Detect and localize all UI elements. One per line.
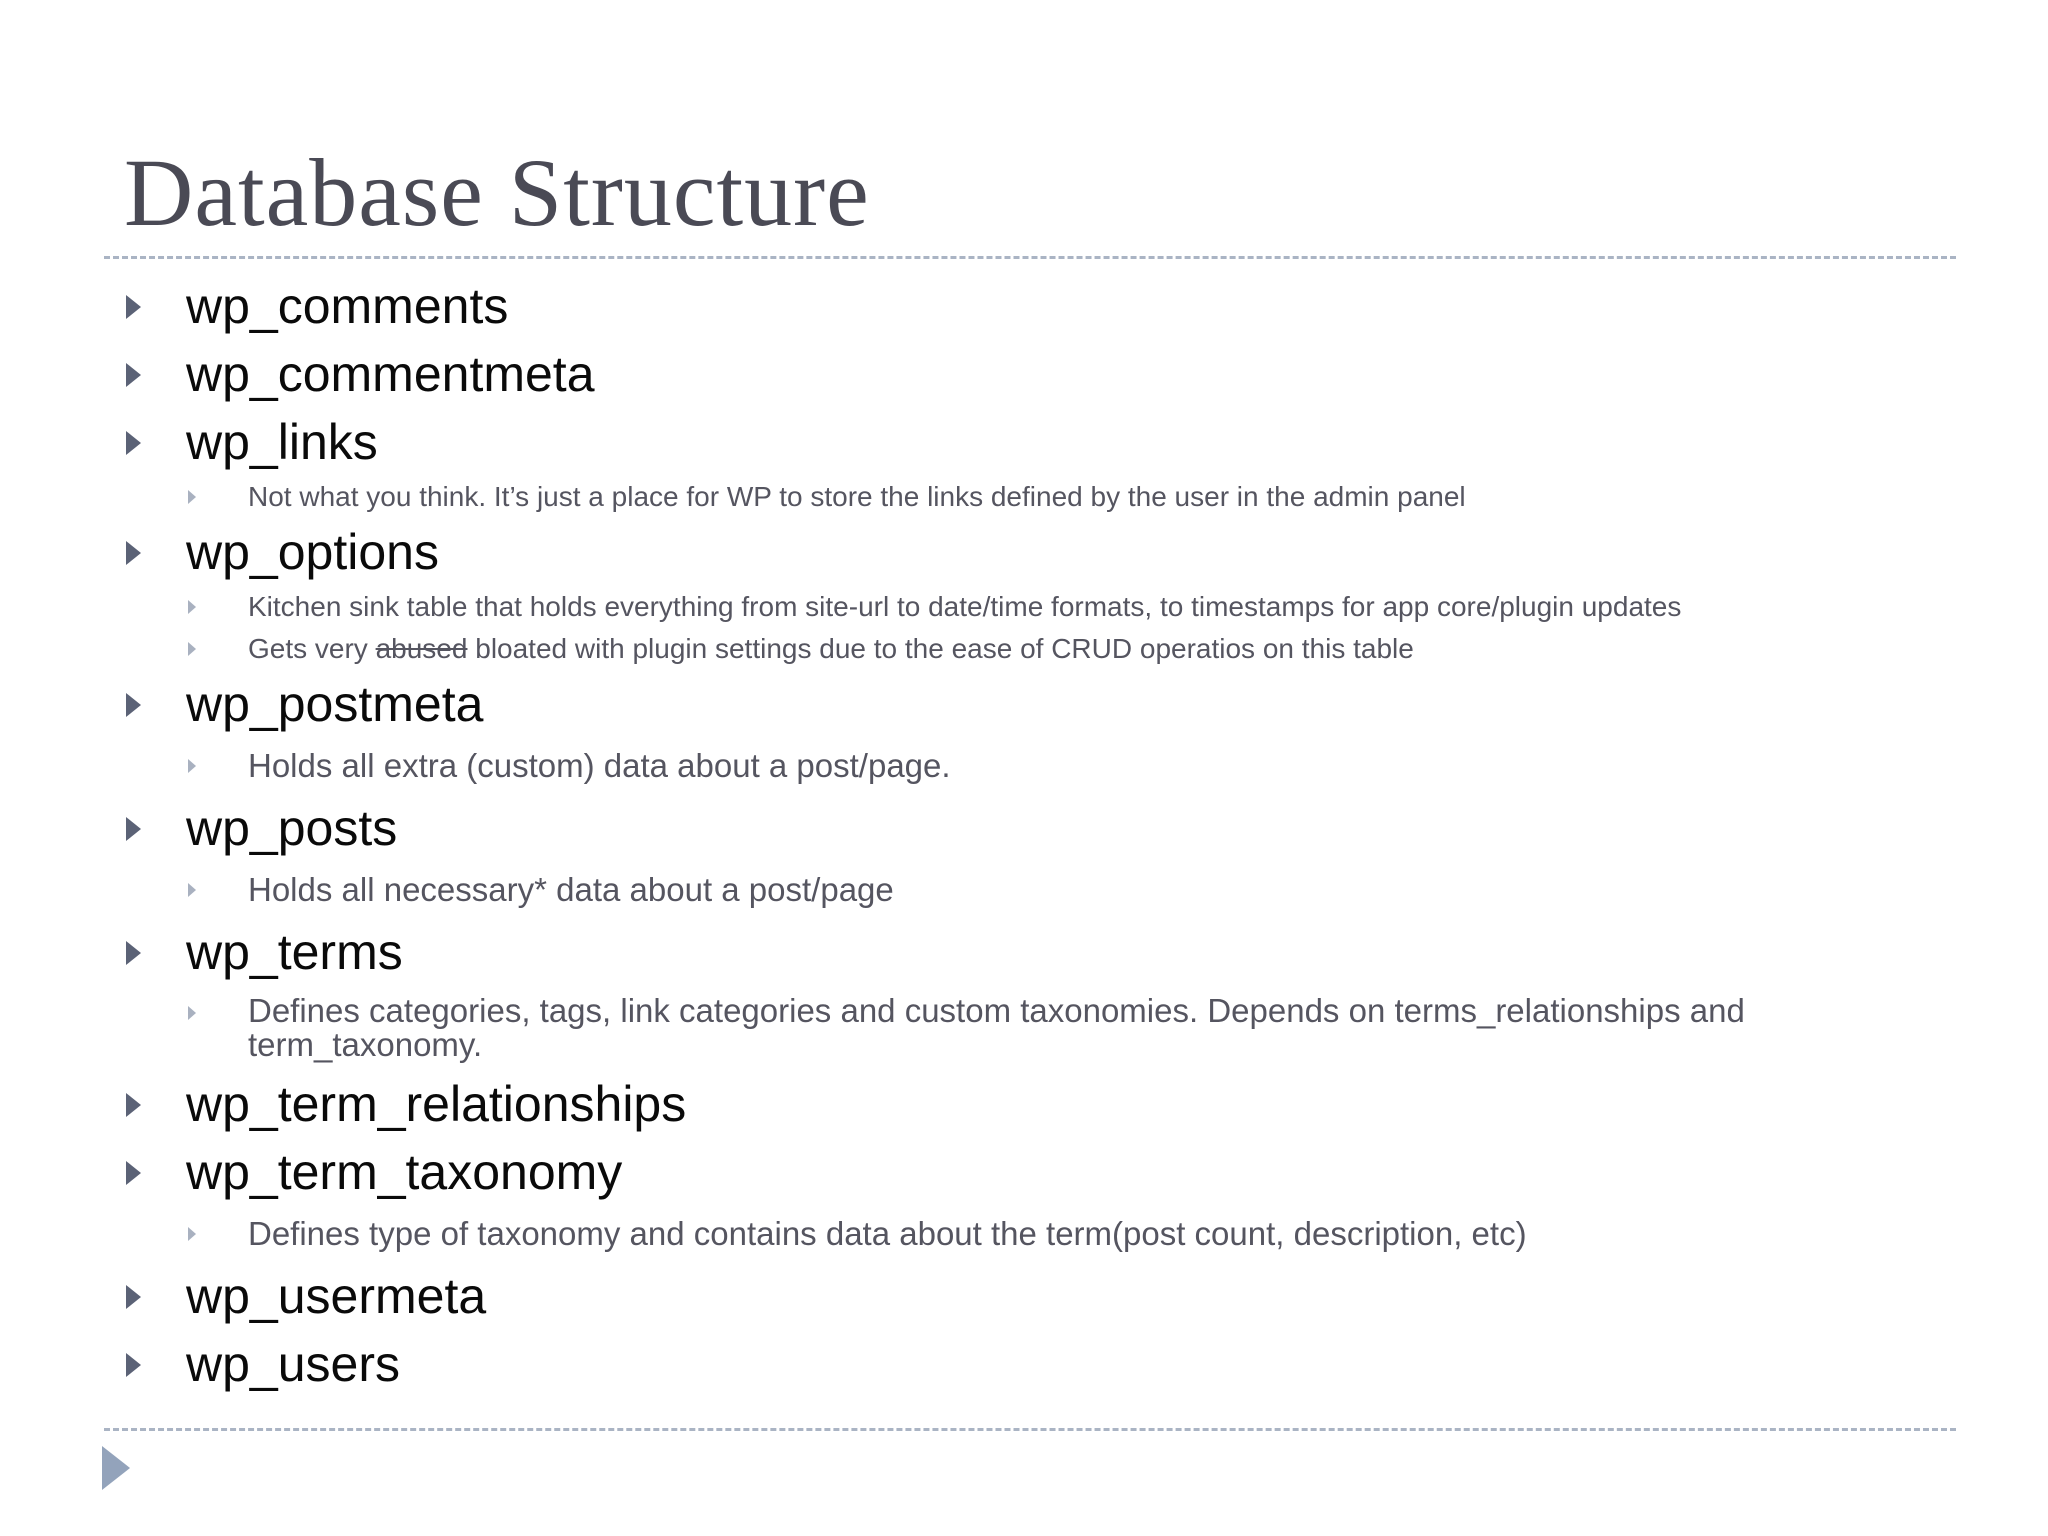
bullet-triangle-icon [126, 817, 141, 841]
table-name: wp_usermeta [186, 1268, 487, 1324]
list-item-wp-posts [0, 794, 2048, 862]
bullet-list [0, 272, 2048, 1398]
table-name: wp_options [186, 524, 439, 580]
sub-item-wp-postmeta-note [0, 738, 2048, 794]
list-item-wp-term-taxonomy [0, 1138, 2048, 1206]
sub-item-wp-options-note-1 [0, 586, 2048, 628]
table-name: wp_postmeta [186, 676, 484, 732]
description-suffix: bloated with plugin settings due to the ease of CRUD operatios on this table [467, 633, 1414, 664]
sub-item-wp-options-note-2 [0, 628, 2048, 670]
sub-item-wp-term-taxonomy-note [0, 1206, 2048, 1262]
top-dashed-divider [104, 256, 1956, 259]
bullet-triangle-icon [126, 941, 141, 965]
bottom-dashed-divider [104, 1428, 1956, 1431]
table-name: wp_term_taxonomy [186, 1144, 623, 1200]
bullet-triangle-icon [126, 1353, 141, 1377]
table-description: Defines type of taxonomy and contains data about the term(post count, description, etc) [248, 1215, 1527, 1252]
bullet-triangle-icon [126, 693, 141, 717]
next-slide-arrow-icon[interactable] [102, 1446, 130, 1490]
description-prefix: Gets very [248, 633, 376, 664]
table-name: wp_term_relationships [186, 1076, 687, 1132]
list-item-wp-comments [0, 272, 2048, 340]
table-description: Defines categories, tags, link categories and custom taxonomies. Depends on terms_relationships and term_taxonomy. [248, 992, 1745, 1063]
struck-word: abused [375, 633, 468, 664]
table-name: wp_commentmeta [186, 346, 595, 402]
sub-bullet-triangle-icon [188, 490, 196, 504]
table-description: Kitchen sink table that holds everything from site-url to date/time formats, to timestamps for app core/plugin updates [248, 591, 1682, 622]
sub-item-wp-links-note [0, 476, 2048, 518]
bullet-triangle-icon [126, 1285, 141, 1309]
list-item-wp-terms [0, 918, 2048, 986]
list-item-wp-options [0, 518, 2048, 586]
sub-bullet-triangle-icon [188, 600, 196, 614]
table-description: Not what you think. It’s just a place for WP to store the links defined by the user in the admin panel [248, 481, 1466, 512]
sub-bullet-triangle-icon [188, 642, 196, 656]
table-name: wp_users [186, 1336, 400, 1392]
sub-bullet-triangle-icon [188, 759, 196, 773]
sub-item-wp-terms-note [0, 986, 2048, 1070]
bullet-triangle-icon [126, 295, 141, 319]
bullet-triangle-icon [126, 1161, 141, 1185]
sub-item-wp-posts-note [0, 862, 2048, 918]
table-description: Holds all necessary* data about a post/page [248, 871, 894, 908]
list-item-wp-usermeta [0, 1262, 2048, 1330]
sub-bullet-triangle-icon [188, 883, 196, 897]
table-name: wp_posts [186, 800, 398, 856]
list-item-wp-users [0, 1330, 2048, 1398]
bullet-triangle-icon [126, 431, 141, 455]
table-name: wp_terms [186, 924, 403, 980]
bullet-triangle-icon [126, 1093, 141, 1117]
list-item-wp-commentmeta [0, 340, 2048, 408]
table-name: wp_links [186, 414, 378, 470]
table-description: Holds all extra (custom) data about a post/page. [248, 747, 951, 784]
list-item-wp-links [0, 408, 2048, 476]
list-item-wp-term-relationships [0, 1070, 2048, 1138]
slide-title: Database Structure [124, 139, 870, 246]
sub-bullet-triangle-icon [188, 1227, 196, 1241]
list-item-wp-postmeta [0, 670, 2048, 738]
bullet-triangle-icon [126, 363, 141, 387]
bullet-triangle-icon [126, 541, 141, 565]
table-name: wp_comments [186, 278, 509, 334]
sub-bullet-triangle-icon [188, 1006, 196, 1020]
